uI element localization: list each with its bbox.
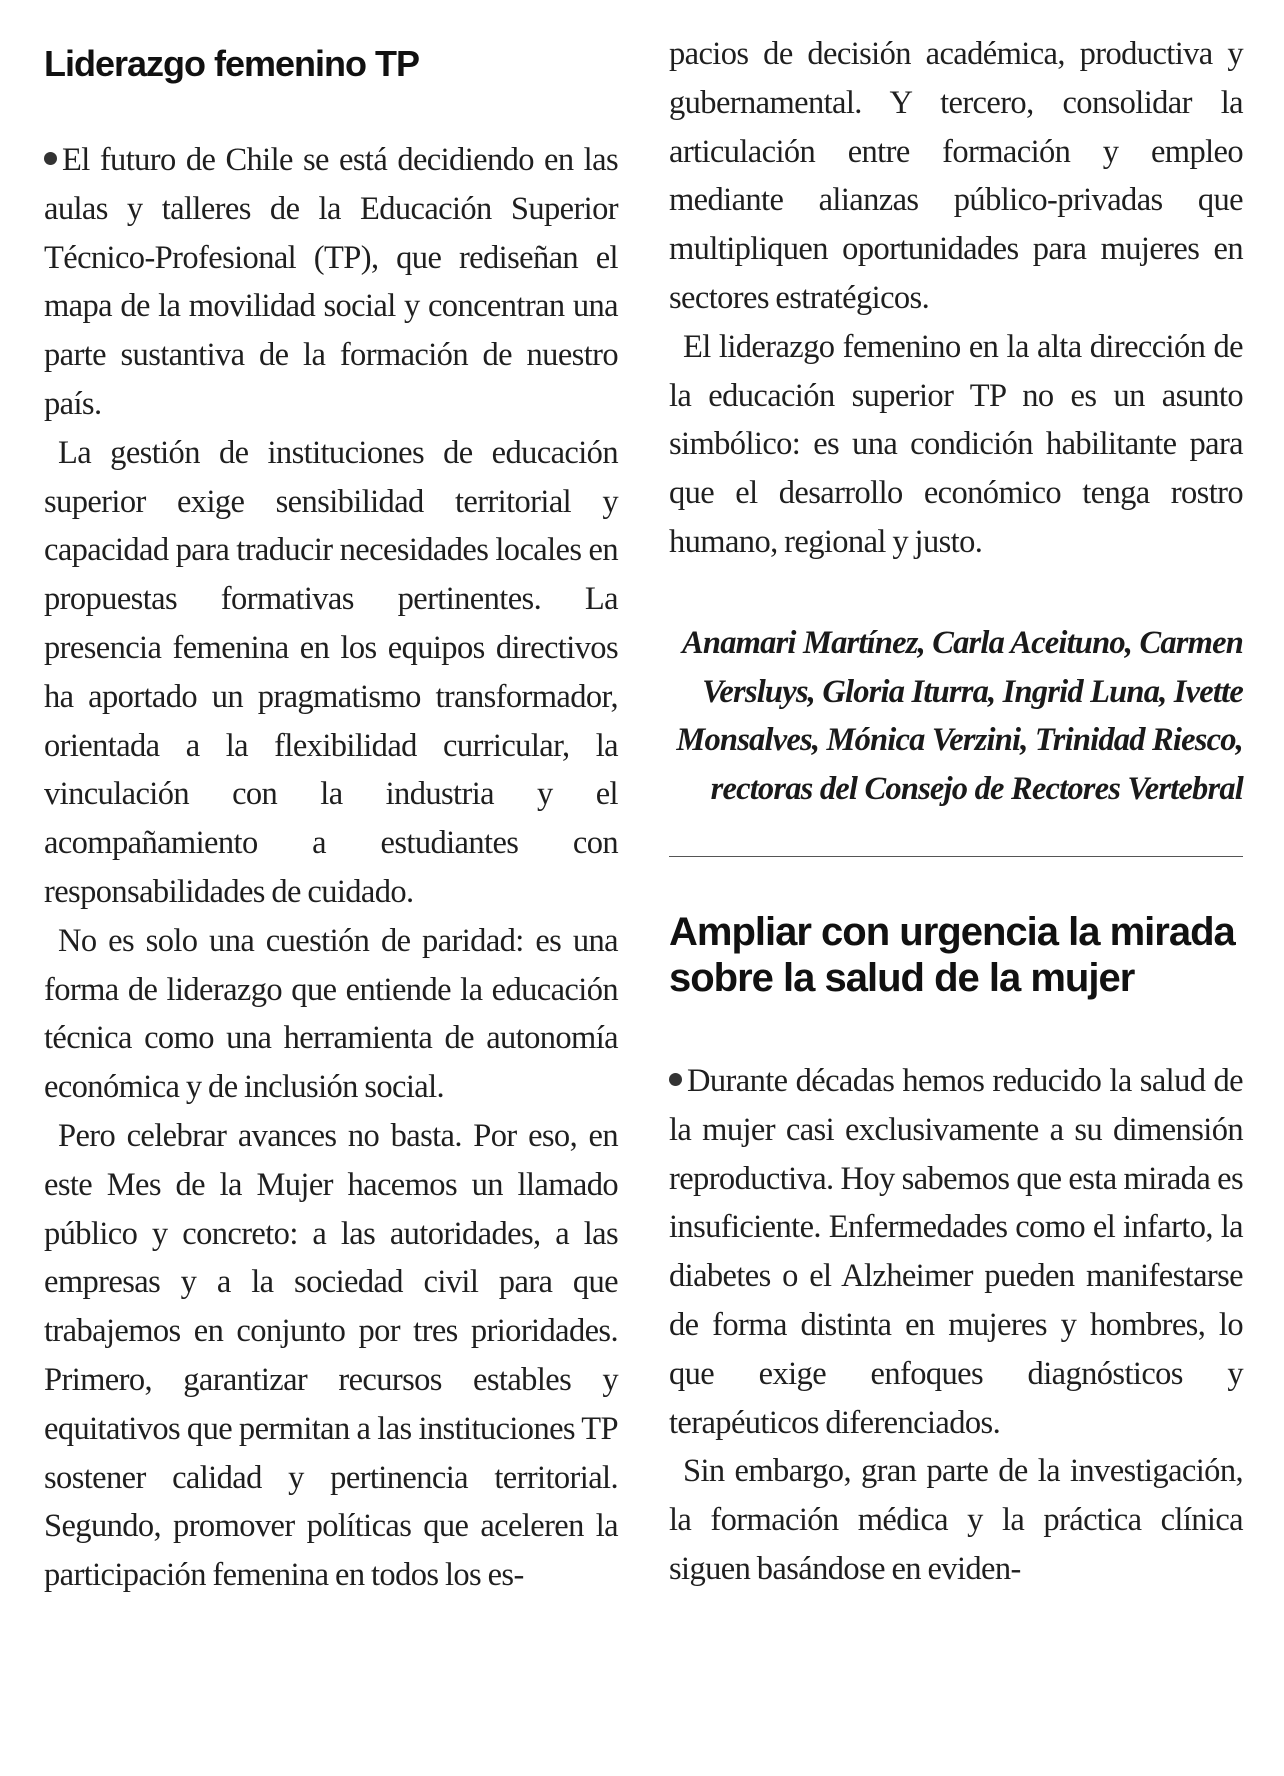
article1-signature: Anamari Martínez, Carla Aceituno, Carmen Versluys, Gloria Iturra, Ingrid Luna, Ivette Monsalves, Mónica Verzini, Trinidad Riesco, rectoras del Consejo de Rectores Vertebral	[676, 624, 1243, 808]
article1-title: Liderazgo femenino TP	[44, 43, 420, 84]
left-column	[44, 0, 618, 1600]
article1-paragraph: El liderazgo femenino en la alta dirección de la educación superior TP no es un asunto simbólico: es una condición habilitante para que el desarrollo económico tenga rostro humano, regional y justo.	[669, 328, 1243, 560]
article1-paragraph: Pero celebrar avances no basta. Por eso, en este Mes de la Mujer hacemos un llamado público y concreto: a las autoridades, a las empresas y a la sociedad civil para que trabajemos en conjunto por tres prioridades. Primero, garantizar recursos estables y equitativos que permitan a las instituciones TP sostener calidad y pertinencia territorial. Segundo, promover políticas que aceleren la participación femenina en todos los es-	[44, 1117, 618, 1594]
article2-paragraph: Sin embargo, gran parte de la investigación, la formación médica y la práctica clínica siguen basándose en eviden-	[669, 1453, 1243, 1587]
article1-paragraph: El futuro de Chile se está decidiendo en las aulas y talleres de la Educación Superior Técnico-Profesional (TP), que rediseñan el mapa de la movilidad social y concentran una parte sustantiva de la formación de nuestro país.	[44, 142, 618, 422]
right-column	[669, 0, 1243, 1594]
article1-paragraph: pacios de decisión académica, productiva y gubernamental. Y tercero, consolidar la articulación entre formación y empleo mediante alianzas público-privadas que multipliquen oportunidades para mujeres en sectores estratégicos.	[669, 36, 1243, 316]
article1-paragraph: La gestión de instituciones de educación superior exige sensibilidad territorial y capacidad para traducir necesidades locales en propuestas formativas pertinentes. La presencia femenina en los equipos directivos ha aportado un pragmatismo transformador, orientada a la flexibilidad curricular, la vinculación con la industria y el acompañamiento a estudiantes con responsabilidades de cuidado.	[44, 434, 618, 910]
article1-paragraph: No es solo una cuestión de paridad: es una forma de liderazgo que entiende la educación técnica como una herramienta de autonomía económica y de inclusión social.	[44, 922, 618, 1106]
bullet-icon	[44, 152, 57, 165]
article2-paragraph: Durante décadas hemos reducido la salud de la mujer casi exclusivamente a su dimensión reproductiva. Hoy sabemos que esta mirada es insuficiente. Enfermedades como el infarto, la diabetes o el Alzheimer pueden manifestarse de forma distinta en mujeres y hombres, lo que exige enfoques diagnósticos y terapéuticos diferenciados.	[669, 1062, 1243, 1441]
article2-title: Ampliar con urgencia la mirada sobre la salud de la mujer	[669, 909, 1235, 1000]
article-divider	[669, 856, 1243, 857]
bullet-icon	[669, 1073, 682, 1086]
